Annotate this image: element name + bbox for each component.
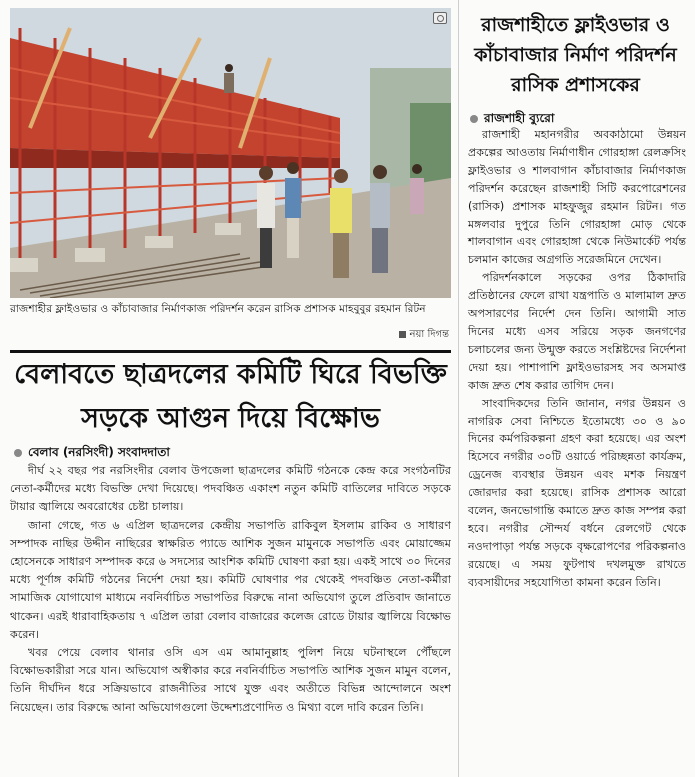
right-paragraph-2: পরিদর্শনকালে সড়কের ওপর ঠিকাদারি প্রতিষ্ঠানের ফেলে রাখা যন্ত্রপাতি ও মালামাল দ্রুত অপসারণের নির্দেশ দেন তিনি। আগামী সাত দিনের মধ্যে এসব সরিয়ে সড়ক জনগণের চলাচলের জন্য উন্মুক্ত করতে সংশ্লিষ্টদের নির্দেশনা দেয়া হয়। পাশাপাশি ফ্লাইওভারসহ সব অসমাপ্ত কাজ দ্রুত শেষ করার তাগিদ দেন। [468, 271, 686, 392]
right-paragraph-3: সাংবাদিকদের তিনি জানান, নগর উন্নয়ন ও নাগরিক সেবা নিশ্চিতে ইতোমধ্যে ৩০ ও ৯০ দিনের কর্মপরিকল্পনা গ্রহণ করা হয়েছে। এর অংশ হিসেবে নগরীর ৩০টি ওয়ার্ডে পরিচ্ছন্নতা কার্যক্রম, ড্রেনেজ ব্যবস্থার উন্নয়ন এবং মশক নিয়ন্ত্রণ জোরদার করা হয়েছে। রাসিক প্রশাসক আরো বলেন, জনভোগান্তি কমাতে দ্রুত কাজ সম্পন্ন করা হবে। নগরীর সৌন্দর্য বর্ধনে রেলগেট থেকে নওদাপাড়া পর্যন্ত সড়কে বৃক্ষরোপণের পরিকল্পনাও রয়েছে। এ সময় ফুটপাথ দখলমুক্ত রাখতে ব্যবসায়ীদের সহযোগিতা কামনা করেন তিনি। [468, 396, 686, 589]
left-dateline-text: বেলাব (নরসিংদী) সংবাদদাতা [28, 445, 170, 459]
left-paragraph-1: দীর্ঘ ২২ বছর পর নরসিংদীর বেলাব উপজেলা ছাত্রদলের কমিটি গঠনকে কেন্দ্র করে সংগঠনটির নেতা-কর্মীদের মধ্যে বিভক্তি দেখা দিয়েছে। পদবঞ্চিত একাংশ নতুন কমিটি বাতিলের দাবিতে সড়কে টায়ার জ্বালিয়ে অবরোধের চেষ্টা চালায়। [10, 464, 451, 514]
right-article-headline: রাজশাহীতে ফ্লাইওভার ও কাঁচাবাজার নির্মাণ পরিদর্শন রাসিক প্রশাসকের [474, 14, 677, 96]
news-photo [10, 8, 451, 298]
camera-icon [433, 12, 447, 24]
left-paragraph-2: জানা গেছে, গত ৬ এপ্রিল ছাত্রদলের কেন্দ্রীয় সভাপতি রাকিবুল ইসলাম রাকিব ও সাধারণ সম্পাদক নাছির উদ্দীন নাছিরের স্বাক্ষরিত প্যাডে আশিক সুজন মামুনকে সভাপতি এবং মোয়াজ্জেম হোসেনকে সাধারণ সম্পাদক করে ৬ সদস্যের আংশিক কমিটি ঘোষণা করা হয়। একই সাথে ৩০ দিনের মধ্যে পূর্ণাঙ্গ কমিটি গঠনের নির্দেশ দেয়া হয়। কমিটি ঘোষণার পর থেকেই পদবঞ্চিত নেতা-কর্মীরা সামাজিক যোগাযোগ মাধ্যমে নবনির্বাচিত সভাপতির বিরুদ্ধে নানা অভিযোগ তুলে প্রতিবাদ জানাতে থাকেন। এরই ধারাবাহিকতায় ৭ এপ্রিল তারা বেলাব বাজারের কলেজ রোডে টায়ার জ্বালিয়ে বিক্ষোভ করেন। [10, 518, 451, 641]
left-article-headline: বেলাবতে ছাত্রদলের কমিটি ঘিরে বিভক্তি সড়কে আগুন দিয়ে বিক্ষোভ [10, 350, 451, 445]
photo-caption [10, 301, 451, 345]
left-paragraph-3: খবর পেয়ে বেলাব থানার ওসি এস এম আমানুল্লাহ পুলিশ নিয়ে ঘটনাস্থলে পৌঁছলে বিক্ষোভকারীরা সরে যান। অভিযোগ অস্বীকার করে নবনির্বাচিত সভাপতি আশিক সুজন মামুন বলেন, তিনি দীর্ঘদিন ধরে সক্রিয়ভাবে রাজনীতির সাথে যুক্ত এবং অতীতে বিভিন্ন আন্দোলনে অংশ নিয়েছেন। তার বিরুদ্ধে আনা অভিযোগগুলো উদ্দেশ্যপ্রণোদিত ও মিথ্যা বলে দাবি করেন তিনি। [10, 646, 451, 714]
left-article-body [10, 462, 451, 717]
right-paragraph-1: রাজশাহী মহানগরীর অবকাঠামো উন্নয়ন প্রকল্পের আওতায় নির্মাণাধীন গোরহাঙ্গা রেলক্রসিং ফ্লাইওভার ও শালবাগান কাঁচাবাজার নির্মাণকাজ পরিদর্শন করেছেন রাজশাহী সিটি করপোরেশনের (রাসিক) প্রশাসক মাহফুজুর রহমান রিটন। গত মঙ্গলবার দুপুরে তিনি গোরহাঙ্গা মোড় থেকে শালবাগান এবং গোরহাঙ্গা থেকে নিউমার্কেট পর্যন্ত চলমান কাজের অগ্রগতি সরেজমিনে দেখেন। [468, 128, 686, 267]
bullet-icon [470, 115, 478, 123]
bullet-icon [14, 449, 22, 457]
square-bullet-icon [399, 331, 406, 338]
right-dateline-text: রাজশাহী ব্যুরো [484, 111, 555, 125]
photo-caption-text: রাজশাহীর ফ্লাইওভার ও কাঁচাবাজার নির্মাণকাজ পরিদর্শন করেন রাসিক প্রশাসক মাহবুবুর রহমান রিটন [10, 303, 426, 315]
photo-credit [399, 326, 450, 343]
column-divider [458, 0, 459, 777]
photo-credit-text: নয়া দিগন্ত [409, 329, 449, 340]
left-article-dateline [14, 444, 170, 464]
right-article-body [468, 126, 686, 592]
